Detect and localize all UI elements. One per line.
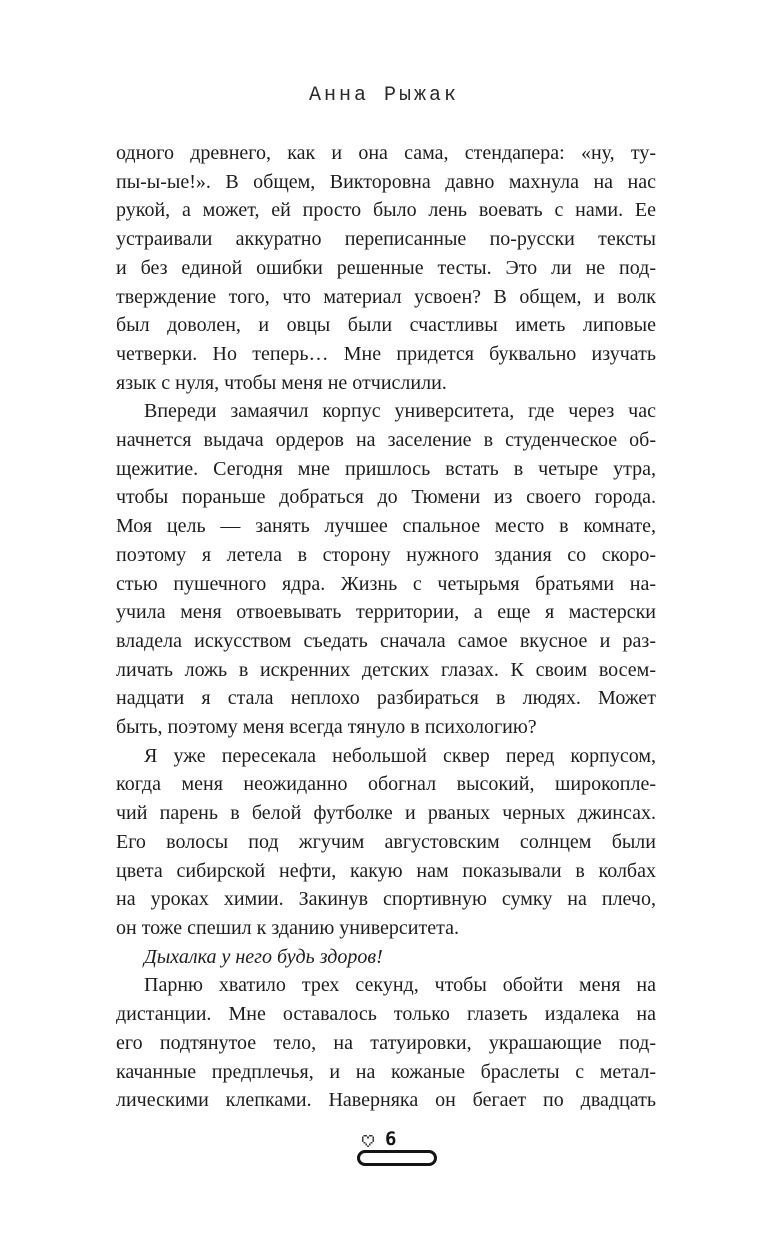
text-line: быть, поэтому меня всегда тянуло в психологию? — [116, 716, 537, 739]
text-line: Я уже пересекала небольшой сквер перед корпусом, — [144, 744, 656, 767]
text-line: Его волосы под жгучим августовским солнцем были — [116, 830, 656, 853]
text-line: на уроках химии. Закинув спортивную сумку на плечо, — [116, 888, 656, 911]
text-line: качанные предплечья, и на кожаные браслеты с метал- — [116, 1060, 656, 1083]
text-line: он тоже спешил к зданию университета. — [116, 916, 459, 939]
text-line: цвета сибирской нефти, какую нам показывали в колбах — [116, 859, 656, 882]
text-line: Дыхалка у него будь здоров! — [144, 945, 383, 968]
text-line: Впереди замаячил корпус университета, где через час — [144, 400, 656, 423]
body-text — [116, 139, 656, 1115]
running-header-author: Анна Рыжак — [308, 84, 460, 107]
text-line: когда меня неожиданно обогнал высокий, широкопле- — [116, 773, 656, 796]
text-line: его подтянутое тело, на татуировки, украшающие под- — [116, 1031, 656, 1054]
text-line: начнется выдача ордеров на заселение в студенческое об- — [116, 429, 656, 452]
footer-top-row — [357, 1129, 447, 1148]
page-number: 6 — [385, 1128, 397, 1150]
text-line: Моя цель — занять лучшее спальное место в комнате, — [116, 515, 656, 538]
text-line: тверждение того, что материал усвоен? В общем, и волк — [116, 285, 656, 308]
text-line: поэтому я летела в сторону нужного здания со скоро- — [116, 543, 656, 566]
page-footer — [357, 1129, 447, 1166]
text-line: Парню хватило трех секунд, чтобы обойти меня на — [144, 974, 656, 997]
text-line: чтобы пораньше добраться до Тюмени из своего города. — [116, 486, 656, 509]
text-line: надцати я стала неплохо разбираться в людях. Может — [116, 687, 656, 710]
text-line: рукой, а может, ей просто было лень воевать с нами. Ее — [116, 199, 656, 222]
text-line: чий парень в белой футболке и рваных черных джинсах. — [116, 802, 656, 825]
text-line: одного древнего, как и она сама, стендапера: «ну, ту- — [116, 142, 656, 164]
text-line: стью пушечного ядра. Жизнь с четырьмя братьями на- — [116, 572, 656, 595]
text-line: и без единой ошибки решенные тесты. Это ли не под- — [116, 256, 656, 279]
text-line: щежитие. Сегодня мне пришлось встать в четыре утра, — [116, 457, 656, 480]
text-line: язык с нуля, чтобы меня не отчислили. — [116, 371, 447, 394]
text-line: владела искусством съедать сначала самое вкусное и раз- — [116, 629, 656, 652]
pixel-health-bar-icon — [357, 1150, 437, 1166]
text-line: был доволен, и овцы были счастливы иметь липовые — [116, 314, 656, 337]
pixel-heart-icon — [362, 1135, 374, 1147]
text-line: устраивали аккуратно переписанные по-русски тексты — [116, 228, 656, 251]
text-line: четверки. Но теперь… Мне придется буквально изучать — [116, 342, 656, 365]
text-line: лическими клепками. Наверняка он бегает по двадцать — [116, 1089, 656, 1112]
text-line: личать ложь в искренних детских глазах. К своим восем- — [116, 658, 656, 681]
text-line: пы-ы-ые!». В общем, Викторовна давно махнула на нас — [116, 170, 656, 193]
text-line: дистанции. Мне оставалось только глазеть издалека на — [116, 1003, 656, 1026]
text-line: учила меня отвоевывать территории, а еще я мастерски — [116, 601, 656, 624]
